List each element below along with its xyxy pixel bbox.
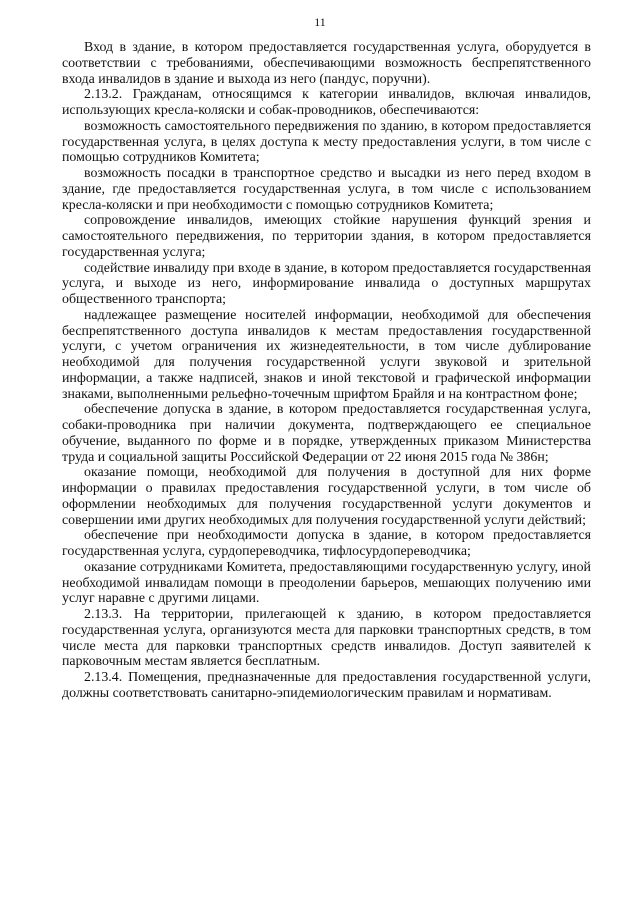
paragraph-2-13-3-parking: 2.13.3. На территории, прилегающей к зданию, в котором предоставляется государственная услуга, организуются места для парковки транспортных средств, в том числе места для парковки транспортных средств инвалидов. Доступ заявителей к парковочным местам является бесплатным. bbox=[62, 607, 591, 670]
paragraph-guide-dog-admission: обеспечение допуска в здание, в котором предоставляется государственная услуга, собаки-проводника при наличии документа, подтверждающего ее специальное обучение, выданного по форме и в порядке, утвержденных приказом Министерства труда и социальной защиты Российской Федерации от 22 июня 2015 года № 386н; bbox=[62, 402, 591, 465]
paragraph-staff-assistance: оказание сотрудниками Комитета, предоставляющими государственную услугу, иной необходимой инвалидам помощи в преодолении барьеров, мешающих получению ими услуг наравне с другими лицами. bbox=[62, 559, 591, 607]
paragraph-interpreter-admission: обеспечение при необходимости допуска в здание, в котором предоставляется государственная услуга, сурдопереводчика, тифлосурдопереводчика; bbox=[62, 528, 591, 559]
paragraph-2-13-2-intro: 2.13.2. Гражданам, относящимся к категории инвалидов, включая инвалидов, использующих кресла-коляски и собак-проводников, обеспечиваются: bbox=[62, 87, 591, 118]
paragraph-escort: сопровождение инвалидов, имеющих стойкие нарушения функций зрения и самостоятельного передвижения, по территории здания, в котором предоставляется государственная услуга; bbox=[62, 213, 591, 260]
paragraph-information-placement: надлежащее размещение носителей информации, необходимой для обеспечения беспрепятственного доступа инвалидов к местам предоставления государственной услуги, с учетом ограничения их жизнедеятельности, в том числе дублирование необходимой для получения государственной услуги звуковой и зрительной информации, а также надписей, знаков и иной текстовой и графической информации знаками, выполненными рельефно-точечным шрифтом Брайля и на контрастном фоне; bbox=[62, 307, 591, 402]
paragraph-information-help: оказание помощи, необходимой для получения в доступной для них форме информации о правилах предоставления государственной услуги, в том числе об оформлении необходимых для получения государственной услуги документов и совершении ими других необходимых для получения государственной услуги действий; bbox=[62, 465, 591, 528]
paragraph-entrance-equipment: Вход в здание, в котором предоставляется государственная услуга, оборудуется в соответствии с требованиями, обеспечивающими возможность беспрепятственного входа инвалидов в здание и выхода из него (пандус, поручни). bbox=[62, 40, 591, 87]
paragraph-independent-movement: возможность самостоятельного передвижения по зданию, в котором предоставляется государственная услуга, в целях доступа к месту предоставления услуги, в том числе с помощью сотрудников Комитета; bbox=[62, 118, 591, 166]
document-body bbox=[62, 40, 591, 702]
page-number: 11 bbox=[314, 15, 326, 29]
paragraph-vehicle-boarding: возможность посадки в транспортное средство и высадки из него перед входом в здание, где предоставляется государственная услуга, в том числе с использованием кресла-коляски и при необходимости с помощью сотрудников Комитета; bbox=[62, 166, 591, 213]
paragraph-entry-assistance: содействие инвалиду при входе в здание, в котором предоставляется государственная услуга, и выходе из него, информирование инвалида о доступных маршрутах общественного транспорта; bbox=[62, 260, 591, 307]
paragraph-2-13-4-premises: 2.13.4. Помещения, предназначенные для предоставления государственной услуги, должны соответствовать санитарно-эпидемиологическим правилам и нормативам. bbox=[62, 670, 591, 701]
